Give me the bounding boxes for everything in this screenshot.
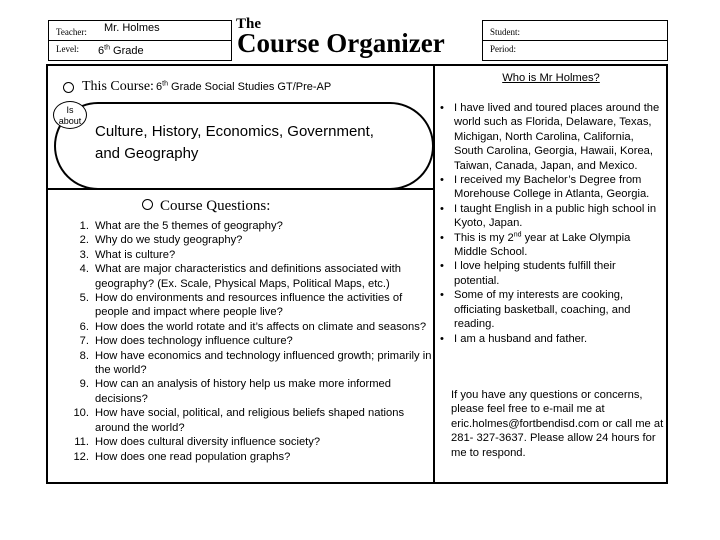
bio-item <box>440 231 662 260</box>
course-name: 6th Grade Social Studies GT/Pre-AP <box>156 80 332 93</box>
question-number: 2 . <box>63 233 89 247</box>
question-text: How does the world rotate and it’s affects on climate and seasons? <box>95 320 427 333</box>
bio-text-sup: nd <box>513 230 522 238</box>
this-course-label: This Course: <box>82 79 154 94</box>
question-number: 10 . <box>63 406 89 420</box>
bio-item <box>440 202 662 231</box>
question-item <box>63 377 433 406</box>
question-number: 4 . <box>63 262 89 276</box>
question-text: How does cultural diversity influence society? <box>95 436 321 449</box>
level-label: Level: <box>56 44 79 54</box>
question-number: 12 . <box>63 450 89 464</box>
bullet-icon: • <box>440 289 444 302</box>
bio-text-pre: I received my Bachelor’s Degree from Morehouse College in Atlanta, Georgia. <box>454 174 650 201</box>
column-divider <box>433 64 435 484</box>
bio-item <box>440 288 662 331</box>
question-item <box>63 334 433 348</box>
title-the: The <box>236 16 262 32</box>
question-item <box>63 248 433 262</box>
question-item <box>63 450 433 464</box>
question-text: How does technology influence culture? <box>95 335 293 348</box>
who-heading: Who is Mr Holmes? <box>502 72 600 84</box>
bio-text-post: year at Lake Olympia Middle School. <box>454 231 631 259</box>
question-item <box>63 320 433 334</box>
bio-text-pre: I am a husband and father. <box>454 332 588 345</box>
teacher-label: Teacher: <box>56 27 87 37</box>
question-item <box>63 406 433 435</box>
bio-item <box>440 259 662 288</box>
bio-text-pre: This is my 2 <box>454 231 514 244</box>
question-item <box>63 435 433 449</box>
questions-list <box>63 219 433 464</box>
course-questions-heading: Course Questions: <box>160 198 271 214</box>
question-item <box>63 262 433 291</box>
bullet-icon: • <box>440 202 444 215</box>
bio-item <box>440 332 662 346</box>
teacher-value: Mr. Holmes <box>104 22 160 34</box>
question-text: How can an analysis of history help us make more informed decisions? <box>95 378 391 405</box>
bullet-icon: • <box>440 260 444 273</box>
bio-item <box>440 173 662 202</box>
bullet-icon: • <box>440 231 444 244</box>
question-text: How do environments and resources influence the activities of people and impact where people live? <box>95 292 403 319</box>
questions-bullet-circle <box>142 199 153 210</box>
question-item <box>63 233 433 247</box>
period-label: Period: <box>490 44 516 54</box>
bio-text-pre: I have lived and toured places around the world such as Florida, Delaware, Texas, Michigan, North Carolina, California, South Carolina, Georgia, Hawaii, Korea, Taiwan, Canada, Japan, and Mexico. <box>454 102 660 172</box>
question-number: 3 . <box>63 248 89 262</box>
page-title: Course Organizer <box>237 28 445 58</box>
question-number: 5 . <box>63 291 89 305</box>
question-number: 9 . <box>63 377 89 391</box>
student-label: Student: <box>490 27 521 37</box>
question-number: 8 . <box>63 349 89 363</box>
bio-text-pre: I taught English in a public high school in Kyoto, Japan. <box>454 202 657 230</box>
question-number: 1 . <box>63 219 89 233</box>
question-item <box>63 219 433 233</box>
question-text: What is culture? <box>95 248 176 261</box>
bio-item <box>440 101 662 173</box>
question-text: How have economics and technology influenced growth; primarily in the world? <box>95 349 432 377</box>
question-text: How have social, political, and religious beliefs shaped nations around the world? <box>95 407 405 434</box>
question-number: 7 . <box>63 334 89 348</box>
question-item <box>63 349 433 378</box>
question-number: 11 . <box>63 435 89 449</box>
bio-text-pre: Some of my interests are cooking, officiating basketball, coaching, and reading. <box>454 289 631 331</box>
bullet-icon: • <box>440 102 444 114</box>
question-text: What are the 5 themes of geography? <box>95 220 283 232</box>
bio-list <box>440 101 662 346</box>
question-text: How does one read population graphs? <box>95 450 291 463</box>
about-text: Culture, History, Economics, Government, and Geography <box>95 123 374 162</box>
bullet-icon: • <box>440 174 444 187</box>
is-about-label: Is about <box>53 101 87 129</box>
contact-info: If you have any questions or concerns, please feel free to e-mail me at eric.holmes@fortbendisd.com or call me at 281- 327-3637. Please allow 24 hours for me to respond. <box>451 389 664 459</box>
bio-text-pre: I love helping students fulfill their potential. <box>454 260 616 287</box>
course-bullet-circle <box>63 82 74 93</box>
bullet-icon: • <box>440 332 444 345</box>
level-value: 6th Grade <box>98 44 144 57</box>
question-number: 6 . <box>63 320 89 334</box>
question-text: Why do we study geography? <box>95 234 243 247</box>
question-item <box>63 291 433 320</box>
question-text: What are major characteristics and definitions associated with geography? (Ex. Scale, Physical Maps, Political Maps, etc.) <box>95 263 401 290</box>
